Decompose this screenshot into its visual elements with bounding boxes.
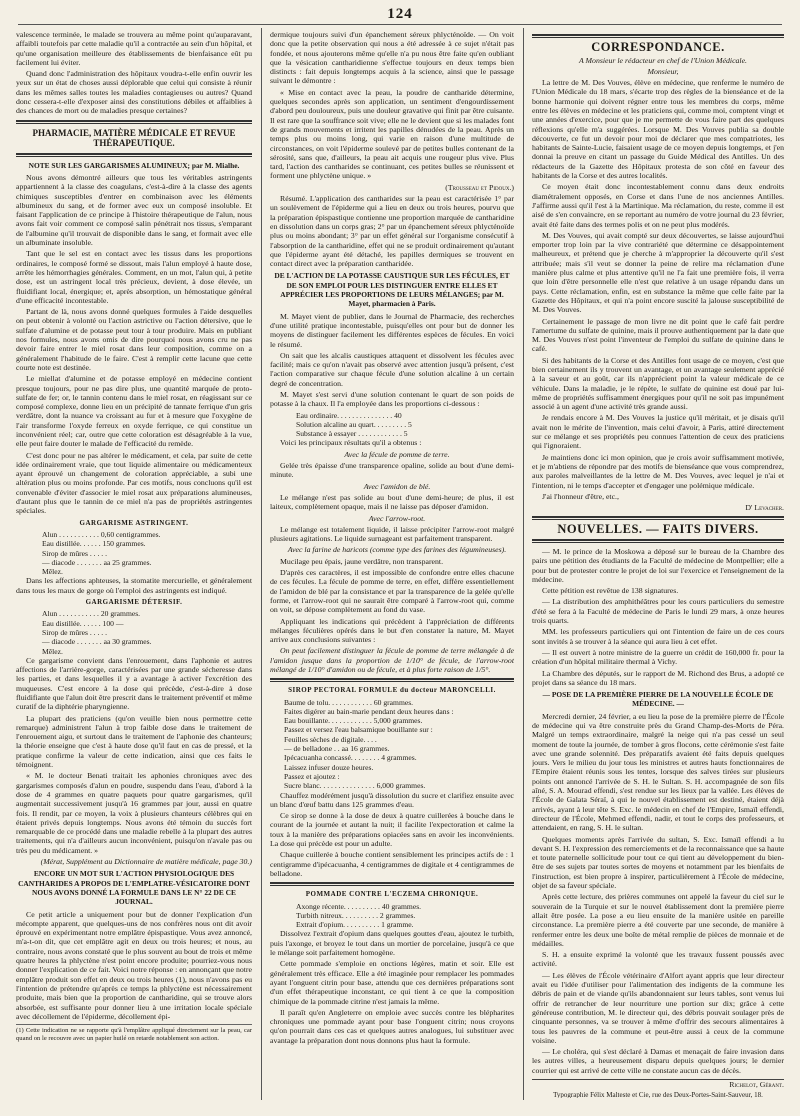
paragraph: Appliquant les indications qui précèdent à l'appréciation de différents mélanges féculières opérés dans le but d'en constater la nature, M. Mayet arrive aux conclusions suivantes : [270, 616, 514, 645]
news-item: La Chambre des députés, sur le rapport de M. Richond des Brus, a adopté ce projet dans sa séance du 18 mars. [532, 668, 784, 687]
news-item: — Le choléra, qui s'est déclaré à Damas et menaçait de faire invasion dans les autres villes, a heureusement disparu depuis quelques jours; le dernier courrier qui est arrivé de cette ville ne constate aucun cas de décès. [532, 1047, 784, 1075]
paragraph: Chauffez modérément jusqu'à dissolution du sucre et clarifiez ensuite avec un blanc d'œuf battu dans 125 grammes d'eau. [270, 790, 514, 809]
recipe-line: Eau distillée. . . . . . 150 grammes. [42, 539, 146, 549]
recipe-line: Axonge récente. . . . . . . . . . 40 grammes. [296, 901, 422, 911]
recipe-line: Alun . . . . . . . . . . . 0,60 centigrammes. [42, 529, 161, 539]
paragraph: On peut facilement distinguer la fécule de pomme de terre mélangée à de l'amidon jusque dans la proportion de 1/10° de fécule, de l'arrow-root mélangé de 1/10° d'amidon ou de fécule, et à plus forte raison de 1/5°. [270, 646, 514, 674]
paragraph: Dissolvez l'extrait d'opium dans quelques gouttes d'eau, ajoutez le turbith, puis l'axonge, et broyez le tout dans un mortier de porcelaine, jusqu'à ce que le mélange soit parfaitement homogène. [270, 929, 514, 958]
paragraph: Ce gargarisme convient dans l'enrouement, dans l'aphonie et autres affections de l'arrière-gorge, caractérisées par une grande sécheresse dans les parties, et dans lesquelles il y a avantage à activer l'excrétion des muqueuses. C'est encore à la dose qui précède, c'est-à-dire à dose fluidifiante que l'alun doit être prescrit dans le traitement préventif et même curatif de la diphtérie pharyngienne. [16, 655, 252, 712]
recipe [296, 902, 514, 930]
news-item: — La distribution des amphithéâtres pour les cours particuliers du semestre d'été se fera à la Faculté de médecine de Paris le lundi 29 mars, à onze heures trois quarts. [532, 597, 784, 626]
section-rule [532, 34, 784, 38]
citation: (Trousseau et Pidoux.) [445, 182, 514, 192]
recipe-line: Sirop de mûres . . . . . [42, 627, 107, 637]
paragraph: C'est donc pour ne pas altérer le médicament, et cela, par suite de cette idée ordinairement vraie, que tout liquide alimentaire ou médicamenteux ayant éprouvé un changement de coloration appréciable, a subi une altération plus ou moins profonde. Par ces motifs, nous concluons qu'il est convenable d'éviter d'associer le miel rosat aux préparations alumineuses, d'autant plus que le tannin de ce miel n'a pas de propriétés astringentes spéciales. [16, 450, 252, 516]
paragraph: Quand donc l'administration des hôpitaux voudra-t-elle enfin ouvrir les yeux sur un état de choses aussi déplorable que celui qui consiste à réunir dans les mêmes salles toutes les maladies contagieuses ou autres? Quand donc cessera-t-elle d'exposer ainsi des constitutions débiles et affaiblies à des chances de mort ou de maladies presque certaines? [16, 69, 252, 116]
paragraph: M. Des Vouves, qui avait compté sur deux découvertes, se laisse aujourd'hui emporter trop loin par la vive contrariété que détermine ce désappointement malheureux, et prétend que je cherche à m'approprier la découverte qu'il s'est attribuée; mais s'il veut se donner la peine de relire ma réclamation d'une manière plus calme et plus attentive qu'il ne l'a fait une première fois, il verra que loin d'être personnelle elle n'est que relative à un usage répandu dans un pays. Cette réclamation, enfin, est en substance la même que celle faite par la Gazette des Hôpitaux, et qui n'a point encore suscité la jalouse susceptibilité de M. Des Vouves. [532, 230, 784, 315]
paragraph: Mucilage peu épais, jaune verdâtre, non transparent. [280, 556, 444, 566]
subheading: Avec la farine de haricots (comme type des farines des légumineuses). [287, 545, 507, 555]
column-left [16, 30, 252, 1098]
news-heading: — POSE DE LA PREMIÈRE PIERRE DE LA NOUVELLE ÉCOLE DE MÉDECINE. — [542, 690, 774, 709]
recipe-line: Eau ordinaire. . . . . . . . . . . . . . . 40 [296, 410, 402, 420]
article-title: NOTE SUR LES GARGARISMES ALUMINEUX; par M. Mialhe. [28, 160, 240, 170]
citation: (Mérat, Supplément au Dictionnaire de matière médicale, page 30.) [40, 857, 252, 867]
paragraph: M. Mayet vient de publier, dans le Journal de Pharmacie, des recherches d'une utilité pratique incontestable, puisqu'elles ont pour but de donner les moyens de distinguer facilement les différentes espèces de fécules. En voici le résumé. [270, 311, 514, 349]
news-item: — M. le prince de la Moskowa a déposé sur le bureau de la Chambre des pairs une pétition des étudiants de la Faculté de médecine de Montpellier; elle a pour but de protester contre le projet de loi sur l'exercice et l'enseignement de la médecine. [532, 546, 784, 584]
column-divider [523, 28, 524, 1100]
recipe-line: Extrait d'opium. . . . . . . . . . 1 gramme. [296, 920, 414, 930]
section-rule [270, 882, 514, 886]
footnote: (1) Cette indication ne se rapporte qu'à l'emplâtre appliqué directement sur la peau, car quand on le recouvre avec un papier huilé on retarde notablement son action. [16, 1024, 252, 1043]
recipe-title: GARGARISME ASTRINGENT. [79, 518, 189, 527]
news-item: Mercredi dernier, 24 février, a eu lieu la pose de la première pierre de l'École de médecine qui va être construite près du Grand Champ-des-Morts de Péra. Malgré un temps extraordinaire, malgré la neige qui n'a pas cessé un seul moment de toute la journée, de tomber à gros flocons, cette cérémonie s'est faite avec une grande solennité. Des préparatifs avaient été faits depuis quelques jours. Vers le milieu du jour tous les ministres et autres hauts fonctionnaires de l'Empire étaient réunis sous les tentes, lorsque des salves tirées sur plusieurs points ont annoncé l'arrivée de S. H. le Sultan. S. H. accompagnée de son fils aîné, S. A. Mourad effendi, s'est rendue sur les lieux par la vallée. Les élèves de l'École de Galata Séraï, à qui le nouvel établissement est destiné, étaient déjà arrivés, ayant à leur tête S. Exc. le médecin en chef de l'Empire, Ismaïl effendi, directeur de l'École, Mehmed effendi, nadir, et tout le corps des professeurs, et attendaient, en rang, S. H. le sultan. [532, 711, 784, 833]
recipe-line: Solution alcaline au quart. . . . . . . . . 5 [296, 419, 412, 429]
paragraph: Ce petit article a uniquement pour but de donner l'explication d'un mécompte apparent, que quelques-uns de nos confrères nous ont dit avoir éprouvé en expérimentant notre emplâtre épispastique. Vous avez annoncé, m'a-t-on dit, que cet emplâtre agit en deux ou trois heures; et nous, au contraire, nous avons constaté que le plus souvent au bout de trois et même quatre heures la phlyctène n'est point encore produite; pourriez-vous nous donner l'explication de ce fait. Voici notre réponse : en annonçant que notre emplâtre produit son effet en deux ou trois heures (1), nous n'avons pas eu l'intention de prétendre qu'après ce temps la phlyctène est nécessairement produite, mais bien que la proportion de cantharidine, qui se trouve alors absorbée, est suffisante pour donner lieu à une irritation locale spéciale avec décollement de l'épiderme, décollement épi- [16, 909, 252, 1021]
paragraph: La lettre de M. Des Vouves, élève en médecine, que renferme le numéro de l'Union Médicale du 18 mars, s'écarte trop des règles de la bienséance et de la bonne harmonie qui doivent régner entre tous les membres du corps, même entre les élèves en médecine et les praticiens qui, comme moi, comptent vingt et une années d'exercice, pour que je me permette de vous faire part des quelques réflexions qu'elle m'a suggérées. Lorsque M. Des Vouves publia sa double découverte, ce fut un devoir pour moi de déclarer que mes compatriotes, les habitants de Sainte-Lucie, faisaient usage de ce moyen depuis longtemps, et j'en donnai la preuve en citant un passage du Guide Médical des Antilles. Un des rédacteurs de la Gazette des Hôpitaux protesta de son côté en faveur des habitants de la Corse et des autres localités. [532, 78, 784, 181]
recipe-line: Passez et versez l'eau balsamique bouillante sur : [284, 725, 433, 735]
paragraph: Partant de là, nous avons donné quelques formules à l'aide desquelles on peut obtenir à volonté ou l'action astrictive ou l'action détersive, que le sulfate d'alumine et de potasse peut tour à tour produire. Mais en publiant nos formules, nous avons omis de dire pourquoi nous avons cru ne pas devoir faire entrer le miel rosat dans leur composition, comme on a généralement l'habitude de le faire. C'est à remplir cette lacune que cette courte note est destinée. [16, 307, 252, 372]
paragraph: Le mélange est totalement liquide, il laisse précipiter l'arrow-root malgré plusieurs agitations. Le liquide surnageant est parfaitement transparent. [270, 524, 514, 544]
salutation: Monsieur, [647, 66, 679, 76]
section-rule [16, 120, 252, 124]
paragraph: « M. le docteur Benati traitait les aphonies chroniques avec des gargarismes composés d'alun en poudre, suspendu dans l'eau, d'abord à la dose de 4 grammes en quatre paquets pour quatre gargarismes, qu'il augmentait successivement jusqu'à 16 grammes par jour, aussi en quatre fois. Il rendit, par ce moyen, la voix à plusieurs chanteurs célèbres qui en étaient privés depuis longtemps. Nous avons été témoin du succès fort remarquable de ce procédé dans une maladie rebelle à la plupart des autres traitements, qui n'a d'ailleurs aucun inconvénient, puisqu'on n'avale pas ou très peu du médicament. » [16, 771, 252, 855]
paragraph: Je rendais encore à M. Des Vouves la justice qu'il méritait, et je disais qu'il avait non le mérite de l'invention, mais celui d'avoir, à Paris, attiré directement sur ce mélange et ses propriétés peu connues l'attention de ceux des praticiens qui l'ignoraient. [532, 413, 784, 451]
section-rule [16, 153, 252, 157]
news-item: S. H. a ensuite exprimé la volonté que les travaux fussent poussés avec activité. [532, 950, 784, 969]
section-rule [532, 539, 784, 543]
recipe-line: Mêlez. [42, 567, 63, 577]
recipe-line: Baume de tolu. . . . . . . . . . . . 60 grammes. [284, 697, 414, 707]
recipe [42, 530, 252, 576]
paragraph: Gelée très épaisse d'une transparence opaline, solide au bout d'une demi-minute. [270, 461, 514, 480]
addressee: A Monsieur le rédacteur en chef de l'Union Médicale. [578, 55, 748, 65]
article-title: POMMADE CONTRE L'ECZEMA CHRONIQUE. [305, 890, 479, 899]
recipe [296, 411, 514, 439]
news-item: Cette pétition est revêtue de 138 signatures. [542, 586, 679, 596]
recipe-line: Faites digérer au bain-marie pendant deux heures dans : [284, 706, 454, 716]
article-title: ENCORE UN MOT SUR L'ACTION PHYSIOLOGIQUE DES CANTHARIDES A PROPOS DE L'EMPLATRE-VÉSICATOIRE DONT NOUS AVONS DONNÉ LA FORMULE DANS LE N° 22 DE CE JOURNAL. [18, 869, 250, 907]
recipe [42, 609, 252, 655]
recipe-line: Mêlez. [42, 646, 63, 656]
article-title: SIROP PECTORAL FORMULE du docteur MARONCELLI. [288, 686, 496, 695]
section-title: CORRESPONDANCE. [591, 40, 725, 54]
paragraph: Dans les affections aphteuses, la stomatite mercurielle, et généralement dans tous les maux de gorge où l'emploi des astringents est indiqué. [16, 576, 252, 595]
paragraph: Nous avons démontré ailleurs que tous les véritables astringents appartiennent à la classe des coagulans, c'est-à-dire à la classe des agents chimiques susceptibles d'entrer en combinaison avec les éléments albumineux du sang, et de former avec eux un composé insoluble. Et faisant l'application de ce principe à l'histoire thérapeutique de l'alun, nous avons fait voir comment ce composé salin pénétrait nos tissus, s'emparant de l'albumine qu'il trouvait de disponible dans le sang, et formait avec elle un albuminate insoluble. [16, 172, 252, 248]
signature: D' Levacher. [745, 503, 784, 513]
subheading: Avec l'amidon de blé. [363, 481, 431, 491]
column-middle [270, 30, 514, 1098]
paragraph: M. Mayet s'est servi d'une solution contenant le quart de son poids de potasse à la chaux. Il l'a employée dans les proportions ci-dessous : [270, 389, 514, 409]
recipe-line: — diacode . . . . . . . aa 30 grammes. [42, 637, 152, 647]
paragraph: Tant que le sel est en contact avec les tissus dans les proportions ordinaires, le composé formé se dissout, mais l'alun employé à haute dose, arrête les hémorrhagies générales. Comment, en un mot, l'alun qui, à petite dose, est un astringent local très précieux, devient, à dose élevée, un fluidifiant local, énergique; et, après absorption, un hémostatique général d'une efficacité incontestable. [16, 249, 252, 305]
recipe-line: Eau bouillante. . . . . . . . . . . . 5,000 grammes. [284, 716, 423, 726]
paragraph: Ce moyen était donc incontestablement connu dans deux endroits diamétralement opposés, en Corse et dans l'une de nos anciennes Antilles. J'affirme aussi qu'il l'est à la Martinique. Ma réclamation, du reste, comme il est aisé de s'en convaincre, en se reportant au numéro de votre journal du 23 février, avait été faite dans des termes polis et on ne peut plus modérés. [532, 182, 784, 229]
subheading: Avec la fécule de pomme de terre. [344, 449, 450, 459]
recipe-line: — de belladone . . aa 16 grammes. [284, 744, 390, 754]
paragraph: Le mélange n'est pas solide au bout d'une demi-heure; de plus, il est laiteux, complètement opaque, mais il ne laisse pas déposer d'amidon. [270, 492, 514, 512]
column-right [532, 30, 784, 1098]
quotation: « Mise en contact avec la peau, la poudre de cantharide détermine, quelques secondes après son application, un sentiment d'engourdissement d'abord peu douloureux, puis une douleur gravative qui finit par être cuisante. Il est rare que la souffrance soit vive; elle ne le devient que si les malades font de grands mouvements et irritent les papilles dénudées de la peau. Après un temps plus ou moins long, qui varie en raison d'une multitude de circonstances, on voit l'épiderme soulevé par de petites bulles contenant de la sérosité, sans que, d'ailleurs, la peau ait acquis une rougeur plus vive. Plus tard, l'action des cantharides se continuant, ces petites bulles se réunissent et forment une phlyctène unique. » [270, 87, 514, 181]
paragraph: dermique toujours suivi d'un épanchement séreux phlycténoïde. — On voit donc que la petite observation qui nous a été adressée à ce sujet n'était pas fondée, et nous ajouterons même qu'elle n'a pu nous être faite qu'en oubliant que la vésication cantharidienne s'effectue toujours en deux temps bien distincts : fait depuis longtemps acquis à la science, ainsi que le passage suivant le démontre : [270, 30, 514, 86]
recipe-line: Turbith nitreux. . . . . . . . . . 2 grammes. [296, 910, 416, 920]
paragraph: Il paraît qu'en Angleterre on emploie avec succès contre les blépharites chroniques une pommade ayant pour base l'onguent citrin; nous croyons qu'on pourrait dans ces cas et quelques autres analogues, lui substituer avec avantage la préparation dont nous donnons plus haut la formule. [270, 1007, 514, 1045]
page-number: 124 [387, 6, 413, 22]
paragraph: D'après ces caractères, il est impossible de confondre entre elles chacune de ces fécules. La fécule de pomme de terre, en effet, diffère essentiellement de l'amidon de blé par la consistance et par la transparence de la gelée qu'elle forme, et l'arrow-root qui ne saurait être comparé à l'arrow-root qui, comme on voit, se dépose complètement au fond du vase. [270, 568, 514, 615]
paragraph: Je maintiens donc ici mon opinion, que je crois avoir suffisamment motivée, et je m'abtiens de répondre par des motifs de bienséance que vous comprendrez, aux paroles malveillantes de la lettre de M. Des Vouves, avec lequel je n'ai et l'intention, ni le temps d'accepter et d'engager une polémique médicale. [532, 452, 784, 490]
gerant-signature: Richelot, Gérant. [729, 1079, 784, 1089]
section-rule [270, 678, 514, 682]
news-item: — Les élèves de l'École vétérinaire d'Alfort ayant appris que leur directeur avait eu l'idée d'utiliser pour l'alimentation des indigents de la commune les débris de pain et de viande qu'ils abandonnaient sur leurs tables, sont venus lui offrir de retrancher de leur nourriture une portion sur dix; grâce à cette généreuse contribution, M. le directeur qui, des débris pouvait soulager près de cinquante personnes, va se trouver à même d'offrir des secours alimentaires à tous les pauvres de la commune et peut-être aussi à ceux de la commune voisine. [532, 970, 784, 1045]
section-title: PHARMACIE, MATIÈRE MÉDICALE ET REVUE THÉRAPEUTIQUE. [32, 127, 236, 149]
news-item: MM. les professeurs particuliers qui ont l'intention de faire un de ces cours sont invités à se trouver à la séance qui aura lieu à cet effet. [532, 627, 784, 646]
recipe [284, 698, 514, 791]
paragraph: Si des habitants de la Corse et des Antilles font usage de ce moyen, c'est que bien certainement ils y trouvent un avantage, et un avantage seulement apprécié à la saveur et au goût, car ils n'apprécient point la valeur médicale de ce véhicule. Dans la maladie, je le répète, le sulfate de quinine est doué par lui-même de propriétés suffisamment énergiques pour qu'il ne soit pas impunément associé à un agent d'une activité très grande aussi. [532, 355, 784, 412]
recipe-line: Substance à essayer . . . . . . . . . . . . 5 [296, 429, 408, 439]
paragraph: La plupart des praticiens (qu'on veuille bien nous permettre cette remarque) administrent l'alun à trop faible dose dans le traitement de l'enrouement aigu, et surtout dans le traitement de l'aphonie des chanteurs; la théorie enseigne que c'est à haute dose qu'il faut en cas de pressé, et la pratique confirme la valeur de cette indication, ainsi que ces faits le témoignent. [16, 713, 252, 770]
recipe-line: Feuilles sèches de digitale. . . . [284, 734, 377, 744]
header-rule [18, 24, 782, 25]
recipe-line: Passez et ajoutez : [284, 771, 340, 781]
recipe-line: Laissez infuser douze heures. [284, 762, 374, 772]
news-item: — Il est ouvert à notre ministre de la guerre un crédit de 160,000 fr. pour la création d'un hôpital militaire thermal à Vichy. [532, 647, 784, 667]
recipe-line: — diacode . . . . . . . aa 25 grammes. [42, 557, 152, 567]
paragraph: Voici les principaux résultats qu'il a obtenus : [280, 438, 422, 448]
paragraph: On sait que les alcalis caustiques attaquent et dissolvent les fécules avec facilité; mais ce qu'on n'avait pas observé avec attention jusqu'à présent, c'est l'action comparative sur chaque fécule d'une solution alcaline à un certain degré de concentration. [270, 350, 514, 388]
paragraph: Certainement le passage de mon livre ne dit point que le café fait perdre l'amertume du sulfate de quinine, mais il prouve authentiquement par la date que M. Des Vouves n'est point l'inventeur de l'emploi du sulfate de quinine dans le café. [532, 316, 784, 354]
recipe-line: Ipécacuanha concassé. . . . . . . . 4 grammes. [284, 753, 417, 763]
paragraph: Chaque cuillerée à bouche contient sensiblement les principes actifs de : 1 centigramme d'ipécacuanha, 4 centigrammes de digitale et 4 centigrammes de belladone. [270, 850, 514, 878]
closing: J'ai l'honneur d'être, etc., [542, 491, 619, 501]
section-title: NOUVELLES. — FAITS DIVERS. [557, 522, 759, 537]
printer-imprint: Typographie Félix Malteste et Cie, rue des Deux-Portes-Saint-Sauveur, 18. [553, 1091, 763, 1098]
recipe-title: GARGARISME DÉTERSIF. [85, 598, 183, 607]
subheading: Avec l'arrow-root. [368, 513, 426, 523]
paragraph: Cette pommade s'emploie en onctions légères, matin et soir. Elle est généralement très efficace. Elle a été imaginée pour remplacer les pommades ayant l'onguent citrin pour base, attendu que ces dernières préparations sont d'un effet thérapeutique inconstant, ce qui tient à ce que la composition chimique de la pommade citrine n'est jamais la même. [270, 959, 514, 1006]
recipe-line: Sucre blanc. . . . . . . . . . . . . . . 6,000 grammes. [284, 781, 426, 791]
recipe-line: Eau distillée. . . . . . 100 — [42, 618, 124, 628]
section-rule [532, 516, 784, 520]
paragraph: Le miellat d'alumine et de potasse employé en médecine contient presque toujours, pour ne pas dire plus, une quantité marquée de proto-sulfate de fer; or, le tannin contenu dans le miel rosat, en réagissant sur ce composé complexe, donne lieu en un précipité de tannate ferrique d'un gris verdâtre, dont la nuance va croissant au fur et à mesure que l'oxygène de l'air transforme l'oxyde ferreux en oxyde ferrique, ce qui constitue un inconvénient réel; car, outre que cette coloration est désagréable à la vue, elle peut faire douter le malade de l'efficacité du remède. [16, 374, 252, 449]
paragraph: Résumé. L'application des cantharides sur la peau est caractérisée 1° par un soulèvement de l'épiderme qui a lieu en deux ou trois heures, pourvu que la préparation épispastique contienne une proportion marquée de cantharidine en dissolution dans un corps gras; 2° par un épanchement séreux phlycténoïde plus ou moins abondant; 3° par un effet général sur l'organisme consécutif à l'absorption de la cantharidine, effet qui ne se produit ordinairement qu'autant que l'épiderme ayant été détaché, les papilles dermiques se trouvent en contact direct avec la préparation cantharidée. [270, 194, 514, 269]
column-divider [261, 28, 262, 1100]
recipe-line: Alun . . . . . . . . . . . 20 grammes. [42, 609, 141, 619]
article-title: DE L'ACTION DE LA POTASSE CAUSTIQUE SUR LES FÉCULES, ET DE SON EMPLOI POUR LES DISTINGUER ENTRE ELLES ET APPRÉCIER LES PROPORTIONS DE LEURS MÉLANGES; par M. Mayet, pharmacien à Paris. [274, 271, 510, 309]
recipe-line: Sirop de mûres . . . . . [42, 548, 107, 558]
paragraph: Ce sirop se donne à la dose de deux à quatre cuillerées à bouche dans le courant de la journée et autant la nuit; il facilite l'expectoration et calme la toux à la manière des préparations opiacées sans en avoir les inconvénients. La dose qui précède est pour un adulte. [270, 811, 514, 849]
paragraph: valescence terminée, le malade se trouvera au même point qu'auparavant, affaibli toutefois par cette maladie qu'il a contractée au sein d'un hôpital, et qu'une organisation meilleure des établissements de bienfaisance eût pu facilement lui éviter. [16, 30, 252, 67]
news-item: Après cette lecture, des prières communes ont appelé la faveur du ciel sur le souverain de la Turquie et sur le nouvel établissement dont la première pierre allait être posée. La pose a eu lieu ensuite de la manière usitée en pareille circonstance. La première pierre a été couverte par une seconde, de manière à renfermer entre les deux une boîte de métal remplie de pièces de monnaie et de médailles. [532, 892, 784, 948]
news-item: Quelques moments après l'arrivée du sultan, S. Exc. Ismaïl effendi a lu devant S. H. l'expression des remerciements et de la reconnaissance que sa haute et toute paternelle sollicitude pour tout ce qui tient au développement du bien-être de ses sujets par toutes sortes de moyens et notamment par les bienfaits de l'instruction, est bien propre à inspirer, particulièrement à l'École de médecine, objet de sa faveur spéciale. [532, 834, 784, 891]
